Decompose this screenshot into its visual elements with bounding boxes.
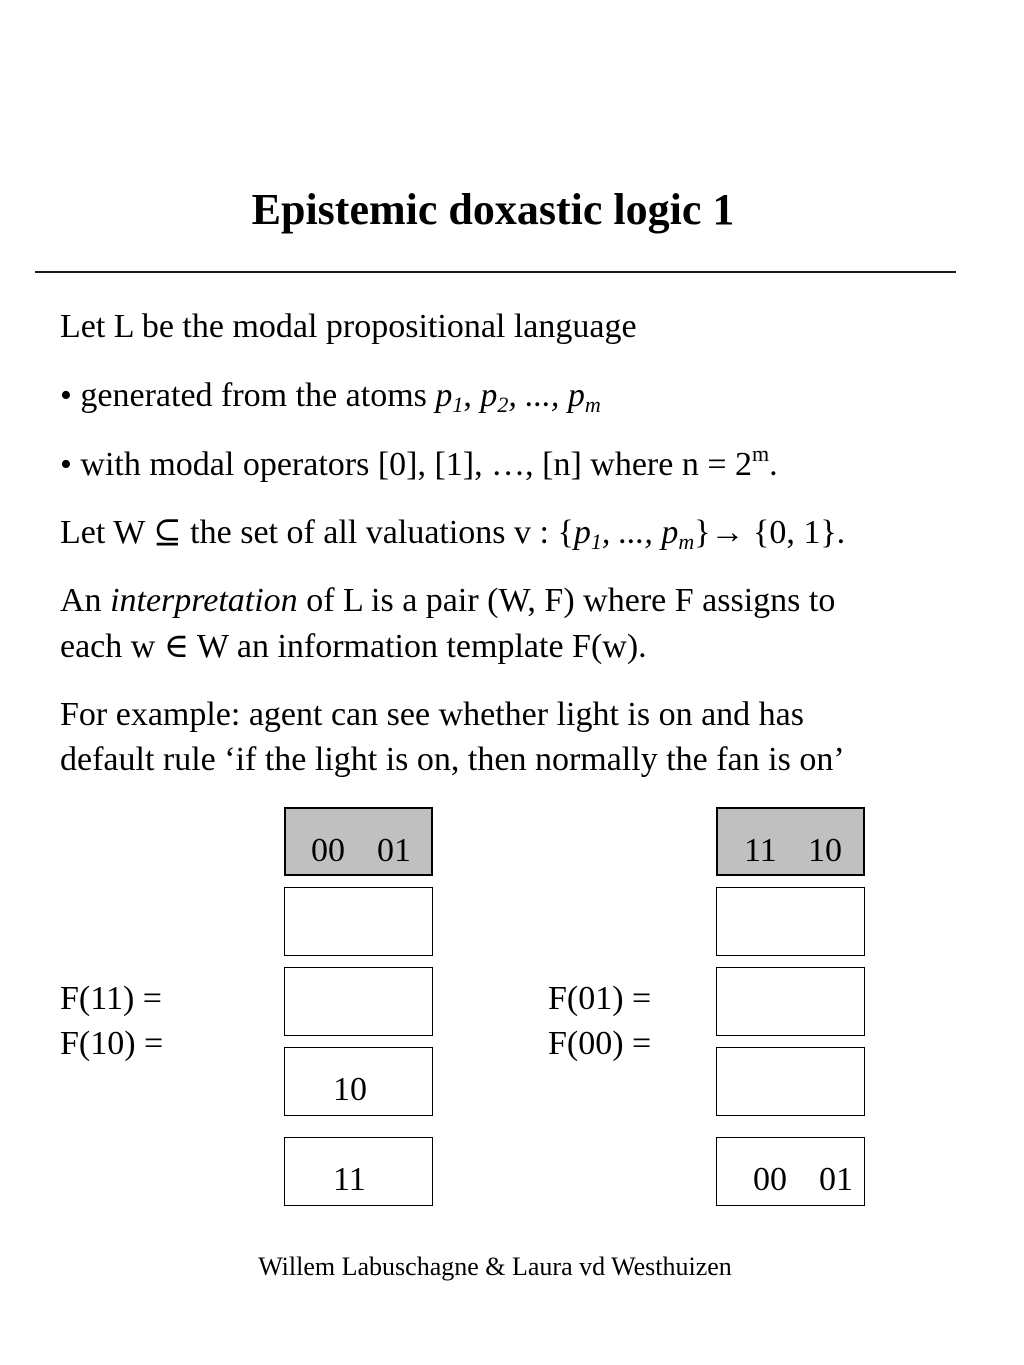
- left-template-box-2: [284, 887, 433, 956]
- body-line-2: • generated from the atoms $p_1$, $p_2$, ..., $p_m$: [60, 377, 601, 417]
- right-label-f00: F(00) =: [548, 1025, 652, 1062]
- atom-p1: $p_1$: [573, 514, 602, 554]
- body-line-8: default rule ‘if the light is on, then normally the fan is on’: [60, 741, 845, 778]
- left-template-box-5: [284, 1137, 433, 1206]
- left-label-f11: F(11) =: [60, 980, 162, 1017]
- box-value: 11: [744, 832, 777, 869]
- right-template-box-4: [716, 1047, 865, 1116]
- emphasis-interpretation: interpretation: [110, 582, 298, 619]
- left-template-box-4: [284, 1047, 433, 1116]
- atom-pm: $p_m$: [661, 514, 695, 554]
- line-2-text: • generated from the atoms: [60, 377, 436, 414]
- box-value: 00: [311, 832, 345, 869]
- page-title: Epistemic doxastic logic 1: [251, 185, 735, 234]
- atom-p2: $p_2$: [480, 377, 509, 417]
- right-template-box-2: [716, 887, 865, 956]
- footer-authors: Willem Labuschagne & Laura vd Westhuizen: [258, 1252, 732, 1281]
- box-value: 10: [333, 1071, 367, 1108]
- exponent-m: m: [752, 441, 770, 466]
- subset-symbol: ⊆: [153, 514, 182, 551]
- body-line-4: Let W ⊆ the set of all valuations v : {$p_1$, ..., $p_m\}\to \{0$, 1}.: [60, 514, 846, 554]
- right-template-box-3: [716, 967, 865, 1036]
- box-value: 01: [819, 1161, 853, 1198]
- box-value: 11: [333, 1161, 366, 1198]
- title-divider: [35, 271, 956, 273]
- atom-p1: $p_1$: [435, 377, 464, 417]
- left-template-box-3: [284, 967, 433, 1036]
- body-line-1: Let L be the modal propositional language: [60, 308, 637, 345]
- body-line-5: An interpretation of L is a pair (W, F) where F assigns to: [60, 582, 836, 619]
- body-line-3: • with modal operators [0], [1], …, [n] where $n = 2^m$.: [60, 441, 778, 483]
- right-label-f01: F(01) =: [548, 980, 652, 1017]
- body-line-6: each w ∈ W an information template F(w).: [60, 628, 647, 665]
- element-of-symbol: ∈: [163, 628, 189, 665]
- box-value: 01: [377, 832, 411, 869]
- arrow-symbol: →: [710, 514, 745, 551]
- atom-pm: $p_m$: [567, 377, 601, 417]
- box-value: 10: [808, 832, 842, 869]
- right-template-box-5: [716, 1137, 865, 1206]
- left-template-box-1: [284, 807, 433, 876]
- body-line-7: For example: agent can see whether light is on and has: [60, 696, 804, 733]
- box-value: 00: [753, 1161, 787, 1198]
- left-label-f10: F(10) =: [60, 1025, 164, 1062]
- right-template-box-1: [716, 807, 865, 876]
